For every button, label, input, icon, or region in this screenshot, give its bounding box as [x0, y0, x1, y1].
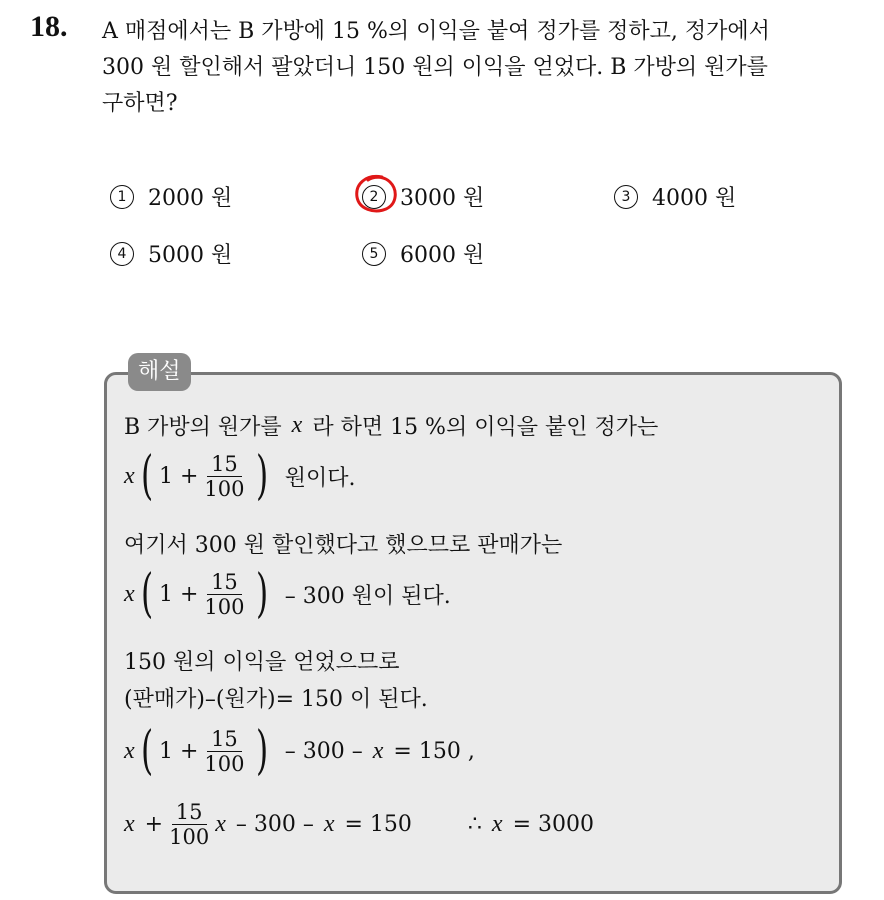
- fraction-numerator: 15: [207, 727, 242, 752]
- solution-text: 라 하면 15 %의 이익을 붙인 정가는: [312, 415, 659, 440]
- fraction-numerator: 15: [207, 452, 242, 477]
- solution-line-4: [124, 564, 451, 624]
- therefore-symbol: ∴: [467, 812, 482, 837]
- solution-text: = 150 ,: [393, 738, 475, 764]
- question-line-1: A 매점에서는 B 가방에 15 %의 이익을 붙여 정가를 정하고, 정가에서: [102, 19, 770, 44]
- right-paren: ): [256, 564, 269, 624]
- question-line-2: 300 원 할인해서 팔았더니 150 원의 이익을 얻었다. B 가방의 원가를: [102, 55, 768, 80]
- question-number: 18.: [30, 10, 68, 43]
- variable-x: x: [323, 811, 335, 837]
- fraction: [202, 570, 246, 619]
- one-plus: 1 +: [158, 738, 199, 764]
- plus-sign: +: [144, 812, 164, 837]
- solution-line-7: [124, 721, 475, 781]
- option-1-label: 2000 원: [148, 186, 233, 211]
- fraction-denominator: 100: [204, 594, 245, 619]
- left-paren: (: [140, 446, 153, 506]
- solution-text: – 300 –: [235, 812, 314, 837]
- solution-line-1: [124, 410, 658, 441]
- option-4-label: 5000 원: [148, 243, 233, 268]
- variable-x: x: [124, 462, 135, 489]
- solution-text: 여기서 300 원 할인했다고 했으므로 판매가는: [124, 533, 563, 558]
- fraction-numerator: 15: [172, 800, 207, 825]
- option-1[interactable]: [110, 181, 232, 212]
- solution-line-8: [124, 800, 594, 849]
- fraction: [167, 800, 211, 849]
- question-text: [102, 14, 867, 122]
- variable-x: x: [215, 811, 226, 837]
- option-5-label: 6000 원: [400, 243, 485, 268]
- left-paren: (: [140, 564, 153, 624]
- one-plus: 1 +: [158, 463, 199, 489]
- solution-text: (판매가)–(원가)= 150 이 된다.: [124, 687, 428, 712]
- solution-text: – 300 –: [284, 738, 363, 764]
- solution-text: 원이다.: [284, 465, 356, 491]
- solution-text: = 150: [344, 812, 412, 837]
- solution-text: 150 원의 이익을 얻었으므로: [124, 650, 400, 675]
- variable-x: x: [124, 580, 135, 607]
- option-3-label: 4000 원: [652, 186, 737, 211]
- option-1-marker: 1: [110, 185, 134, 209]
- variable-x: x: [491, 811, 503, 837]
- option-4[interactable]: [110, 238, 232, 269]
- solution-line-2: [124, 446, 356, 506]
- variable-x: x: [291, 412, 303, 438]
- fraction: [202, 727, 246, 776]
- solution-text: – 300 원이 된다.: [284, 583, 451, 609]
- right-paren: ): [256, 721, 269, 781]
- solution-text: B 가방의 원가를: [124, 415, 282, 440]
- option-4-marker: 4: [110, 242, 134, 266]
- variable-x: x: [124, 811, 135, 837]
- option-3-marker: 3: [614, 185, 638, 209]
- solution-line-6: [124, 682, 428, 713]
- question-line-3: 구하면?: [102, 91, 178, 116]
- fraction-denominator: 100: [169, 825, 210, 849]
- answer-circle-mark: [352, 172, 400, 216]
- solution-line-5: [124, 645, 400, 676]
- option-2-marker: 2: [362, 185, 386, 209]
- fraction-denominator: 100: [204, 751, 245, 776]
- option-2-label: 3000 원: [400, 186, 485, 211]
- variable-x: x: [124, 737, 135, 764]
- option-5-marker: 5: [362, 242, 386, 266]
- solution-label: 해설: [128, 353, 191, 391]
- option-5[interactable]: [362, 238, 484, 269]
- fraction: [202, 452, 246, 501]
- variable-x: x: [372, 737, 384, 764]
- one-plus: 1 +: [158, 581, 199, 607]
- right-paren: ): [256, 446, 269, 506]
- fraction-numerator: 15: [207, 570, 242, 595]
- fraction-denominator: 100: [204, 476, 245, 501]
- final-answer: = 3000: [512, 812, 594, 837]
- option-3[interactable]: [614, 181, 736, 212]
- solution-line-3: [124, 528, 562, 559]
- left-paren: (: [140, 721, 153, 781]
